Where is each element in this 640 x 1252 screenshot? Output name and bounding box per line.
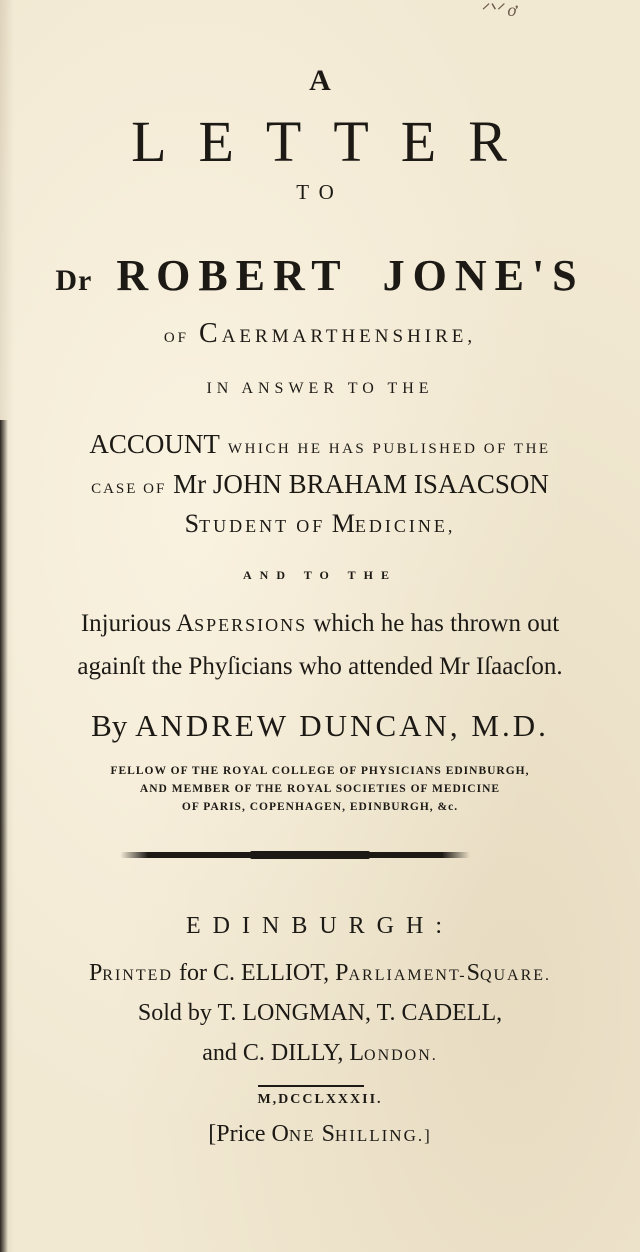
place-line — [0, 318, 640, 350]
against-line: againſt the Phyſicians who attended Mr Iſaacſon. — [77, 653, 563, 680]
injurious-word: Injurious — [80, 610, 172, 637]
square-initial: S — [466, 960, 480, 986]
addressee-last-name: JONE'S — [382, 251, 585, 300]
printed-rest: RINTED — [102, 967, 173, 984]
injurious-line — [0, 610, 640, 638]
place-of: OF — [163, 330, 190, 346]
credential-line: FELLOW OF THE ROYAL COLLEGE OF PHYSICIANS EDINBURGH, — [110, 765, 530, 777]
printer-name: ELLIOT, — [240, 960, 330, 986]
printed-initial: P — [88, 960, 103, 986]
medicine-initial: M — [331, 509, 355, 538]
honorific: Dr — [55, 264, 93, 297]
case-line — [0, 469, 640, 500]
aspersions-initial: A — [176, 610, 195, 637]
parliament-rest: ARLIAMENT- — [348, 967, 467, 984]
case-prefix: CASE OF — [91, 481, 167, 497]
author-by: By — [91, 708, 128, 743]
shilling-initial: S — [321, 1121, 335, 1147]
price-line — [0, 1121, 640, 1148]
shilling-rest: HILLING.] — [334, 1126, 432, 1145]
year-rule — [258, 1085, 364, 1087]
handwritten-scribble: ᐟᐠᐟ ơ — [480, 0, 517, 20]
london-initial: L — [349, 1040, 365, 1066]
account-line — [0, 429, 640, 460]
patient-name: Mr JOHN BRAHAM ISAACSON — [173, 469, 549, 499]
account-rest: WHICH HE HAS PUBLISHED OF THE — [227, 441, 551, 457]
addressee-line — [0, 250, 640, 301]
square-rest: QUARE. — [479, 967, 552, 984]
sellers-line: Sold by T. LONGMAN, T. CADELL, — [137, 1000, 503, 1026]
title-letter: LETTER — [131, 109, 539, 174]
medicine-rest: EDICINE, — [354, 516, 456, 536]
student-rest: TUDENT OF — [199, 516, 326, 536]
price-open: [Price — [208, 1121, 266, 1147]
author-line — [0, 708, 640, 744]
aspersions-rest: SPERSIONS — [194, 615, 308, 635]
addressee-first-name: ROBERT — [116, 251, 349, 300]
dilly-prefix: and C. DILLY, — [202, 1040, 344, 1066]
printer-line — [0, 960, 640, 987]
injurious-rest: which he has thrown out — [313, 610, 560, 637]
imprint-city: EDINBURGH: — [186, 913, 454, 939]
title-article: A — [309, 64, 331, 97]
one-rest: NE — [288, 1126, 316, 1145]
account-word: ACCOUNT — [89, 429, 220, 459]
imprint-year: M,DCCLXXXII. — [257, 1092, 383, 1107]
student-line — [0, 509, 640, 539]
decorative-rule-center — [250, 851, 370, 859]
place-rest: AERMARTHENSHIRE, — [221, 326, 477, 347]
printed-for: for C. — [178, 960, 235, 986]
dilly-line — [0, 1040, 640, 1067]
credential-line: AND MEMBER OF THE ROYAL SOCIETIES OF MEDICINE — [139, 783, 501, 795]
parliament-initial: P — [335, 960, 349, 986]
place-initial: C — [199, 318, 222, 349]
one-initial: O — [271, 1121, 289, 1147]
student-initial: S — [184, 509, 200, 538]
author-name: ANDREW DUNCAN, M.D. — [135, 708, 549, 743]
answer-line: IN ANSWER TO THE — [206, 380, 434, 397]
london-rest: ONDON. — [364, 1047, 438, 1064]
title-to: TO — [296, 180, 344, 204]
and-to-line: AND TO THE — [242, 568, 398, 582]
credential-line: OF PARIS, COPENHAGEN, EDINBURGH, &c. — [181, 801, 459, 813]
